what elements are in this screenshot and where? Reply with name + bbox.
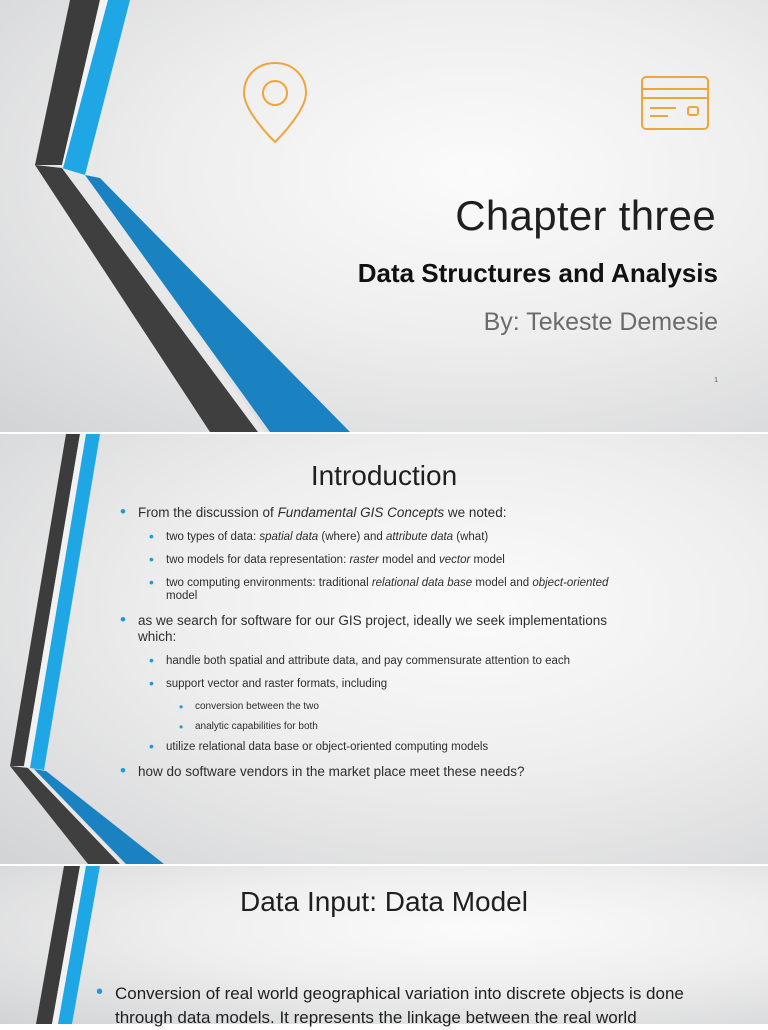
title-slide — [0, 0, 768, 432]
bullet-item: • handle both spatial and attribute data, and pay commensurate attention to each — [118, 655, 638, 668]
bullet-item: • utilize relational data base or object-oriented computing models — [118, 741, 638, 754]
credit-card-icon — [640, 74, 710, 132]
location-pin-icon — [241, 60, 309, 146]
bullet-item: • conversion between the two — [118, 701, 638, 713]
bullet-item: • analytic capabilities for both — [118, 721, 638, 733]
paragraph-text: Conversion of real world geographical variation into discrete objects is done through data models. It represents the linkage between the real world — [115, 984, 684, 1027]
slide-title: Data Input: Data Model — [240, 886, 528, 917]
bullet-item: • support vector and raster formats, including — [118, 678, 638, 691]
bullet-item: • two computing environments: traditional relational data base model and object-oriented model — [118, 577, 638, 603]
slide-title: Introduction — [310, 460, 458, 491]
bullet-item: • From the discussion of Fundamental GIS Concepts we noted: — [118, 505, 638, 521]
bullet-dot: • — [96, 981, 104, 1003]
slide-subtitle: Data Structures and Analysis — [357, 258, 718, 288]
bullet-item: • two models for data representation: raster model and vector model — [118, 554, 638, 567]
bullet-list — [118, 505, 638, 790]
bullet-item: • how do software vendors in the market place meet these needs? — [118, 764, 638, 780]
page-number: 1 — [714, 377, 718, 384]
bullet-item: • as we search for software for our GIS project, ideally we seek implementations which: — [118, 613, 638, 645]
bullet-item: • two types of data: spatial data (where) and attribute data (what) — [118, 531, 638, 544]
slide-title: Chapter three — [455, 192, 716, 239]
author-line: By: Tekeste Demesie — [483, 308, 718, 336]
bullet-item — [96, 982, 736, 1030]
